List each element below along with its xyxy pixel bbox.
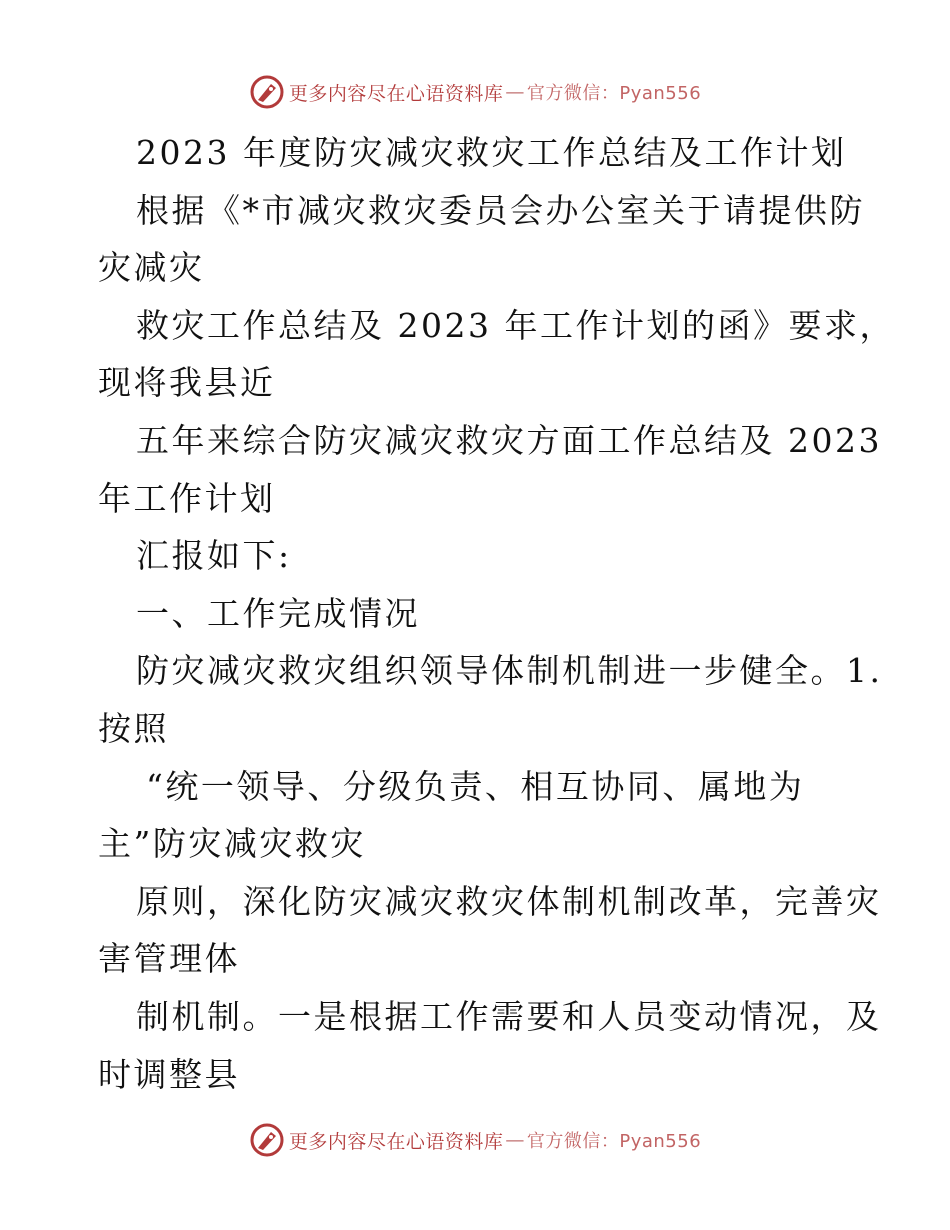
paragraph-line: 防灾减灾救灾组织领导体制机制进一步健全。1. xyxy=(136,651,883,691)
watermark-main-text: 更多内容尽在心语资料库 xyxy=(288,1130,504,1153)
paragraph-line: 主”防灾减灾救灾 xyxy=(98,824,366,864)
document-body xyxy=(98,124,895,1103)
paragraph-line: 按照 xyxy=(98,708,169,748)
paragraph-line: “统一领导、分级负责、相互协同、属地为 xyxy=(146,766,805,806)
watermark-main-text: 更多内容尽在心语资料库 xyxy=(288,82,504,105)
paragraph-line: 害管理体 xyxy=(98,939,240,979)
watermark-contact-text: 官方微信：Pyan556 xyxy=(526,83,702,104)
paragraph-line: 救灾工作总结及 2023 年工作计划的函》要求， xyxy=(136,305,895,345)
paragraph-line: 灾减灾 xyxy=(98,248,205,288)
footer-watermark xyxy=(0,1120,950,1160)
paragraph-line: 现将我县近 xyxy=(98,363,276,403)
pen-nib-logo-icon xyxy=(249,74,285,110)
paragraph-line: 时调整县 xyxy=(98,1054,240,1094)
document-title: 2023 年度防灾减灾救灾工作总结及工作计划 xyxy=(136,133,847,172)
watermark-separator: — xyxy=(505,1129,525,1151)
header-watermark xyxy=(0,72,950,112)
paragraph-line: 年工作计划 xyxy=(98,478,276,518)
paragraph-line: 五年来综合防灾减灾救灾方面工作总结及 2023 xyxy=(136,420,882,460)
paragraph-line: 原则，深化防灾减灾救灾体制机制改革，完善灾 xyxy=(136,881,882,921)
paragraph-line: 汇报如下: xyxy=(136,536,292,576)
watermark-separator: — xyxy=(505,81,525,103)
pen-nib-logo-icon xyxy=(249,1122,285,1158)
section-heading: 一、工作完成情况 xyxy=(136,593,420,633)
watermark-contact-text: 官方微信：Pyan556 xyxy=(526,1131,702,1152)
paragraph-line: 制机制。一是根据工作需要和人员变动情况，及 xyxy=(136,996,882,1036)
paragraph-line: 根据《*市减灾救灾委员会办公室关于请提供防 xyxy=(136,190,865,230)
